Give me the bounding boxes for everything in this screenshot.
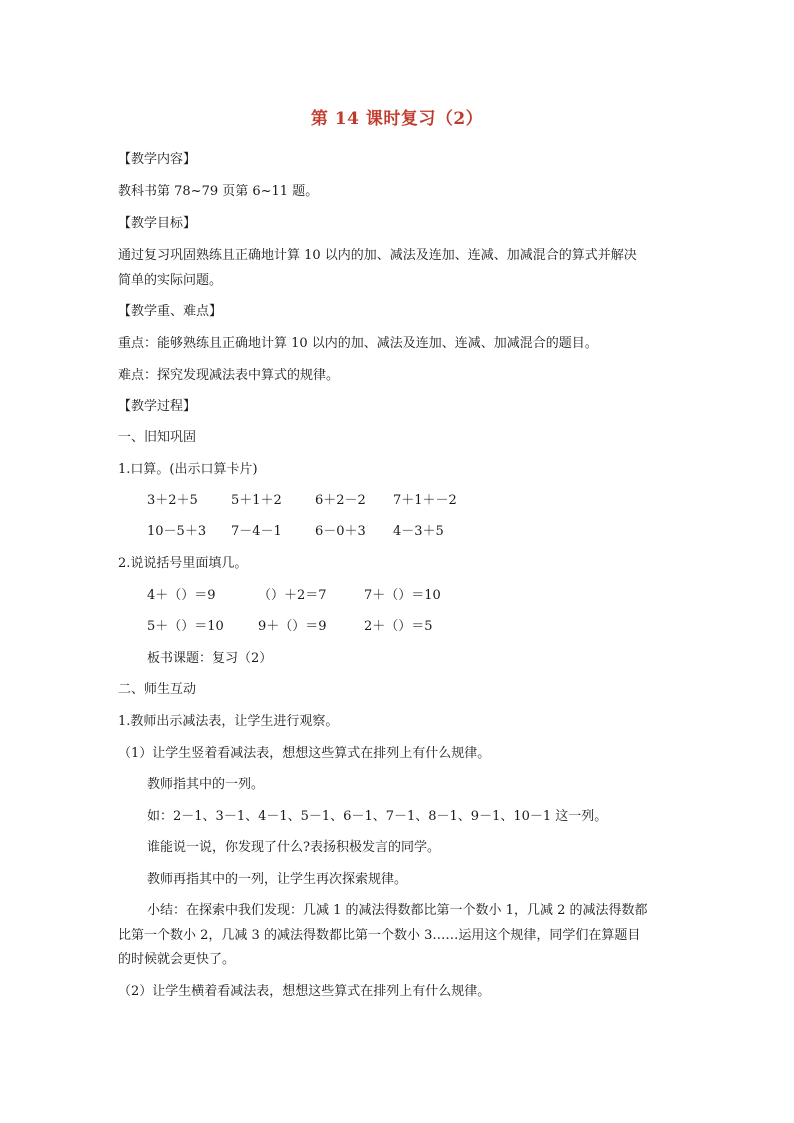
- part1-heading: 一、旧知巩固: [118, 430, 197, 445]
- content-text: 教科书第 78~79 页第 6~11 题。: [118, 184, 319, 199]
- fill-blank-item: （）＋2＝7: [258, 588, 327, 603]
- fill-blank-item: 5＋（）＝10: [147, 619, 224, 634]
- page-title: 第 14 课时复习（2）: [310, 109, 484, 129]
- fill-blank-item: 9＋（）＝9: [258, 619, 327, 634]
- sub-item-1: （1）让学生竖着看减法表，想想这些算式在排列上有什么规律。: [118, 746, 491, 761]
- sub-item-2: （2）让学生横着看减法表，想想这些算式在排列上有什么规律。: [118, 984, 491, 999]
- mental-math-item: 5＋1＋2: [231, 493, 282, 508]
- mental-math-item: 6＋2－2: [315, 493, 366, 508]
- board-title: 板书课题：复习（2）: [147, 651, 273, 666]
- paragraph-4: 教师再指其中的一列，让学生再次探索规律。: [147, 872, 408, 887]
- process-heading: 【教学过程】: [118, 399, 197, 414]
- key-point: 重点：能够熟练且正确地计算 10 以内的加、减法及连加、连减、加减混合的题目。: [118, 336, 598, 351]
- fill-blank-item: 4＋（）＝9: [147, 588, 216, 603]
- goal-heading: 【教学目标】: [118, 216, 197, 231]
- key-heading: 【教学重、难点】: [118, 304, 223, 319]
- fill-blank-item: 2＋（）＝5: [364, 619, 433, 634]
- paragraph-3: 谁能说一说，你发现了什么?表扬积极发言的同学。: [147, 840, 440, 855]
- mental-math-item: 7－4－1: [231, 524, 282, 539]
- fill-blank-item: 7＋（）＝10: [364, 588, 441, 603]
- goal-text-line-1: 通过复习巩固熟练且正确地计算 10 以内的加、减法及连加、连减、加减混合的算式并解决: [118, 248, 637, 263]
- difficult-point: 难点：探究发现减法表中算式的规律。: [118, 368, 340, 383]
- mental-math-item: 3＋2＋5: [147, 493, 198, 508]
- mental-math-item: 6－0＋3: [315, 524, 366, 539]
- paragraph-1: 教师指其中的一列。: [147, 777, 265, 792]
- content-heading: 【教学内容】: [118, 152, 197, 167]
- question-1: 1.口算。(出示口算卡片): [118, 462, 258, 477]
- summary-line-3: 的时候就会更快了。: [118, 952, 236, 967]
- summary-line-2: 比第一个数小 2，几减 3 的减法得数都比第一个数小 3……运用这个规律，同学们在算题目: [118, 928, 641, 943]
- paragraph-2: 如：2－1、3－1、4－1、5－1、6－1、7－1、8－1、9－1、10－1 这一列。: [147, 809, 608, 824]
- item-1: 1.教师出示减法表，让学生进行观察。: [118, 714, 339, 729]
- mental-math-item: 7＋1＋－2: [393, 493, 457, 508]
- part2-heading: 二、师生互动: [118, 682, 197, 697]
- mental-math-item: 4－3＋5: [393, 524, 444, 539]
- question-2: 2.说说括号里面填几。: [118, 556, 248, 571]
- summary-line-1: 小结：在探索中我们发现：几减 1 的减法得数都比第一个数小 1，几减 2 的减法得数都: [147, 903, 648, 918]
- goal-text-line-2: 简单的实际问题。: [118, 273, 223, 288]
- mental-math-item: 10－5＋3: [147, 524, 207, 539]
